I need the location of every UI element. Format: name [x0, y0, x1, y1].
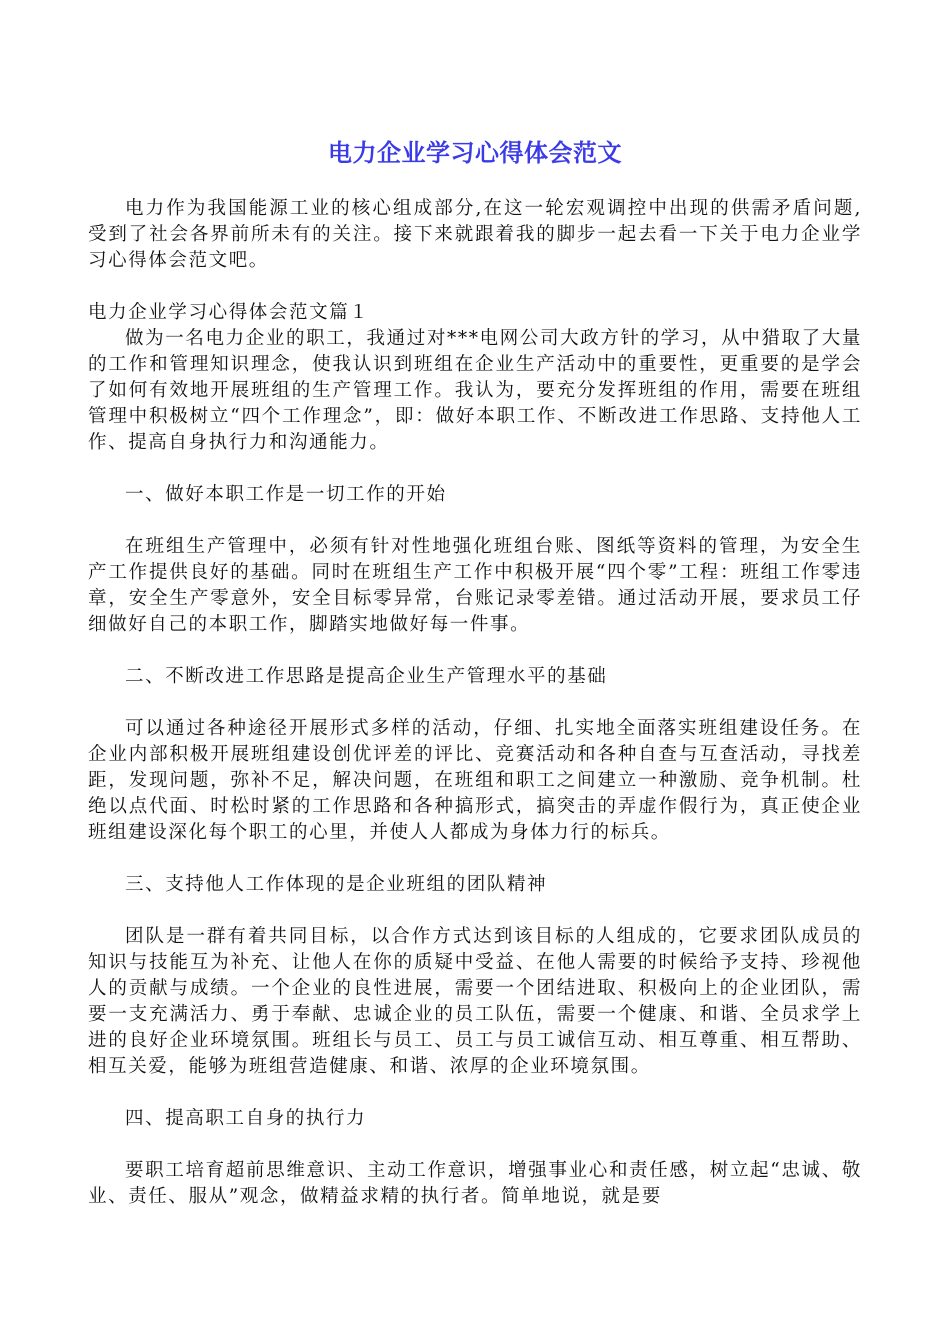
- intro-paragraph: 电力作为我国能源工业的核心组成部分,在这一轮宏观调控中出现的供需矛盾问题,受到了社会各界前所未有的关注。接下来就跟着我的脚步一起去看一下关于电力企业学习心得体会范文吧。: [88, 198, 862, 271]
- section-label: 电力企业学习心得体会范文篇１: [88, 302, 370, 323]
- paragraph-3: 可以通过各种途径开展形式多样的活动，仔细、扎实地全面落实班组建设任务。在企业内部积极开展班组建设创优评差的评比、竞赛活动和各种自查与互查活动，寻找差距，发现问题，弥补不足，解决问题，在班组和职工之间建立一种激励、竞争机制。杜绝以点代面、时松时紧的工作思路和各种搞形式，搞突击的弄虚作假行为，真正使企业班组建设深化每个职工的心里，并使人人都成为身体力行的标兵。: [88, 718, 862, 843]
- heading-2: 二、不断改进工作思路是提高企业生产管理水平的基础: [125, 666, 608, 687]
- heading-1: 一、做好本职工作是一切工作的开始: [125, 484, 447, 505]
- heading-4: 四、提高职工自身的执行力: [125, 1108, 367, 1129]
- paragraph-1: 做为一名电力企业的职工，我通过对***电网公司大政方针的学习，从中猎取了大量的工作和管理知识理念，使我认识到班组在企业生产活动中的重要性，更重要的是学会了如何有效地开展班组的生产管理工作。我认为，要充分发挥班组的作用，需要在班组管理中积极树立“四个工作理念”，即：做好本职工作、不断改进工作思路、支持他人工作、提高自身执行力和沟通能力。: [88, 328, 862, 453]
- paragraph-2: 在班组生产管理中，必须有针对性地强化班组台账、图纸等资料的管理，为安全生产工作提供良好的基础。同时在班组生产工作中积极开展“四个零”工程：班组工作零违章，安全生产零意外，安全目标零异常，台账记录零差错。通过活动开展，要求员工仔细做好自己的本职工作，脚踏实地做好每一件事。: [88, 536, 862, 635]
- document-body: [88, 196, 862, 1210]
- heading-3: 三、支持他人工作体现的是企业班组的团队精神: [125, 874, 548, 895]
- document-title: 电力企业学习心得体会范文: [328, 139, 622, 167]
- paragraph-5: 要职工培育超前思维意识、主动工作意识，增强事业心和责任感，树立起“忠诚、敬业、责任、服从”观念，做精益求精的执行者。简单地说，就是要: [88, 1160, 862, 1207]
- paragraph-4: 团队是一群有着共同目标，以合作方式达到该目标的人组成的，它要求团队成员的知识与技能互为补充、让他人在你的质疑中受益、在他人需要的时候给予支持、珍视他人的贡献与成绩。一个企业的良性进展，需要一个团结进取、积极向上的企业团队，需要一支充满活力、勇于奉献、忠诚企业的员工队伍，需要一个健康、和谐、全员求学上进的良好企业环境氛围。班组长与员工、员工与员工诚信互动、相互尊重、相互帮助、相互关爱，能够为班组营造健康、和谐、浓厚的企业环境氛围。: [88, 926, 862, 1077]
